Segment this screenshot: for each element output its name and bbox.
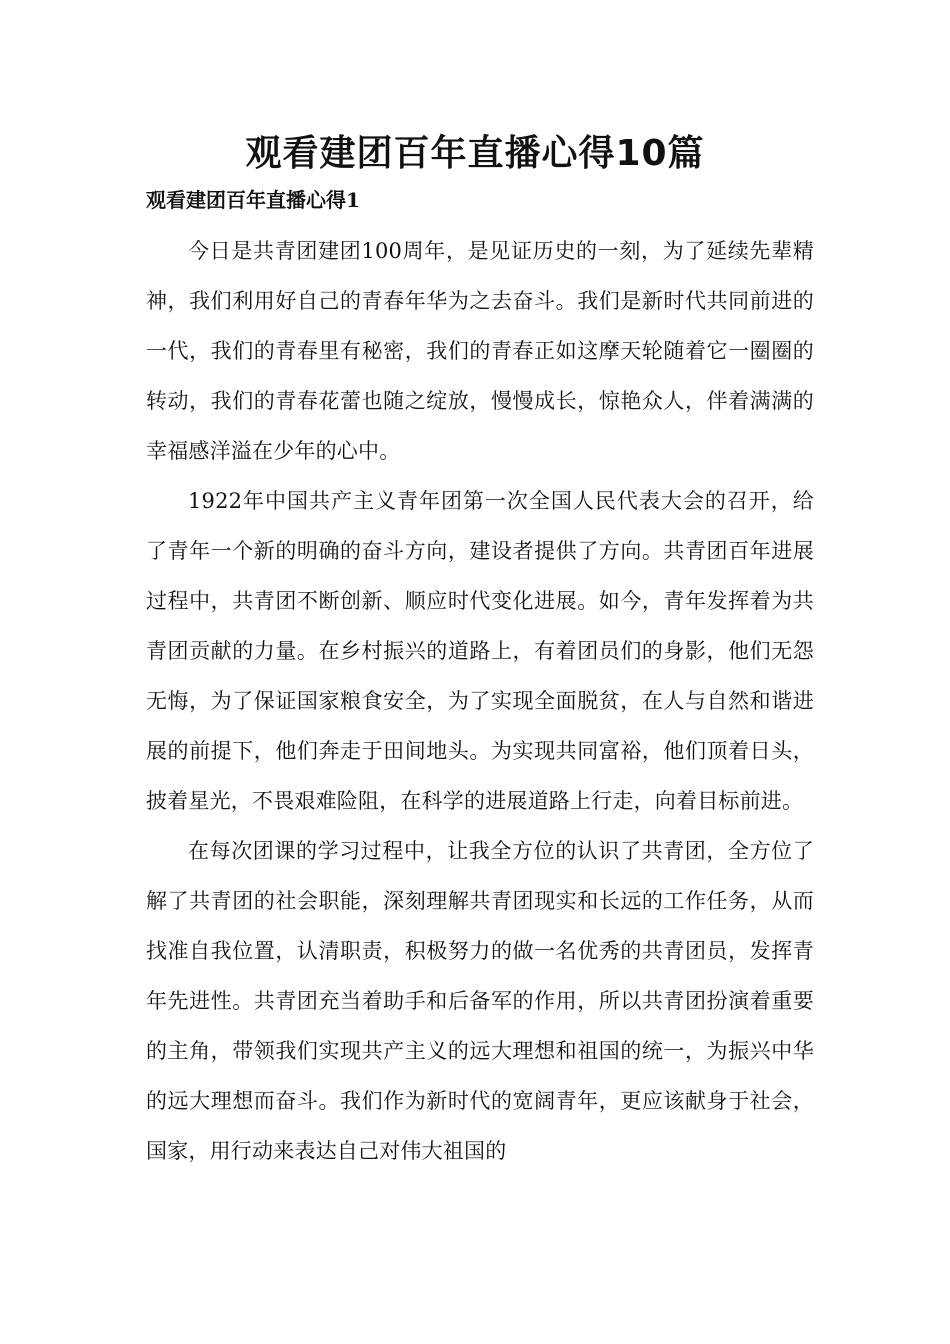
section-heading: 观看建团百年直播心得1	[146, 188, 360, 212]
paragraph: 1922年中国共产主义青年团第一次全国人民代表大会的召开，给了青年一个新的明确的奋斗方向，建设者提供了方向。共青团百年进展过程中，共青团不断创新、顺应时代变化进展。如今，青年发挥着为共青团贡献的力量。在乡村振兴的道路上，有着团员们的身影，他们无怨无悔，为了保证国家粮食安全，为了实现全面脱贫，在人与自然和谐进展的前提下，他们奔走于田间地头。为实现共同富裕，他们顶着日头，披着星光，不畏艰难险阻，在科学的进展道路上行走，向着目标前进。	[146, 489, 814, 813]
document-body	[146, 226, 814, 1176]
paragraph: 今日是共青团建团100周年，是见证历史的一刻，为了延续先辈精神，我们利用好自己的青春年华为之去奋斗。我们是新时代共同前进的一代，我们的青春里有秘密，我们的青春正如这摩天轮随着它一圈圈的转动，我们的青春花蕾也随之绽放，慢慢成长，惊艳众人，伴着满满的幸福感洋溢在少年的心中。	[146, 239, 814, 463]
paragraph: 在每次团课的学习过程中，让我全方位的认识了共青团，全方位了解了共青团的社会职能，深刻理解共青团现实和长远的工作任务，从而找准自我位置，认清职责，积极努力的做一名优秀的共青团员，发挥青年先进性。共青团充当着助手和后备军的作用，所以共青团扮演着重要的主角，带领我们实现共产主义的远大理想和祖国的统一，为振兴中华的远大理想而奋斗。我们作为新时代的宽阔青年，更应该献身于社会，国家，用行动来表达自己对伟大祖国的	[146, 839, 814, 1163]
document-title: 观看建团百年直播心得10篇	[245, 133, 705, 174]
